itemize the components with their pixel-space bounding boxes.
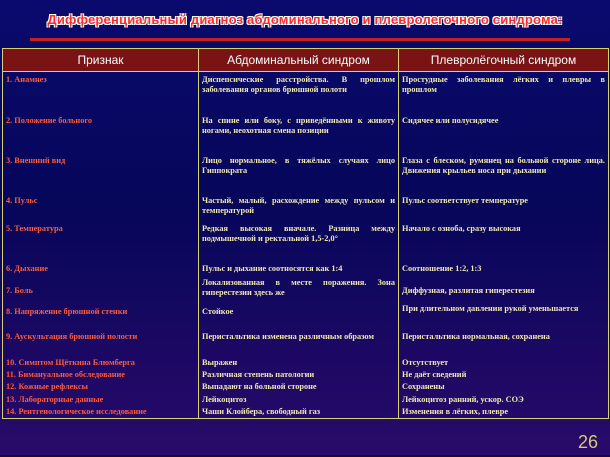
row-pleuro: При длительном давлении рукой уменьшается (399, 301, 609, 329)
row-abdominal: Выпадают на больной стороне (199, 381, 399, 393)
row-abdominal: Выражен (199, 357, 399, 369)
row-sign: 5. Температура (3, 221, 199, 261)
row-abdominal: Локализованная в месте поражения. Зона гиперестезии здесь же (199, 275, 399, 301)
table-header-row (3, 49, 609, 72)
row-pleuro: Отсутствует (399, 357, 609, 369)
row-pleuro: Сохранены (399, 381, 609, 393)
row-abdominal: Чаши Клойбера, свободный газ (199, 406, 399, 419)
row-sign: 14. Рентгенологическое исследование (3, 406, 199, 419)
table-row (3, 221, 609, 261)
row-sign: 11. Бимануальное обследование (3, 369, 199, 381)
header-abdominal: Абдоминальный синдром (199, 49, 399, 72)
row-sign: 4. Пульс (3, 193, 199, 221)
header-sign: Признак (3, 49, 199, 72)
row-abdominal: Различная степень патологии (199, 369, 399, 381)
row-sign: 6. Дыхание (3, 261, 199, 275)
row-sign: 7. Боль (3, 275, 199, 301)
table-row (3, 275, 609, 301)
row-pleuro: Лейкоцитоз ранний, ускор. СОЭ (399, 394, 609, 406)
row-pleuro: Не даёт сведений (399, 369, 609, 381)
diagnosis-table (2, 48, 609, 419)
header-pleuro: Плевролёгочный синдром (399, 49, 609, 72)
table-row (3, 406, 609, 419)
table-row (3, 329, 609, 357)
table-row (3, 261, 609, 275)
row-abdominal: Пульс и дыхание соотносятся как 1:4 (199, 261, 399, 275)
row-sign: 8. Напряжение брюшной стенки (3, 301, 199, 329)
table-row (3, 153, 609, 193)
title-underline (30, 38, 570, 41)
table-row (3, 394, 609, 406)
row-pleuro: Простудные заболевания лёгких и плевры в прошлом (399, 72, 609, 113)
row-pleuro: Сидячее или полусидячее (399, 113, 609, 153)
table-row (3, 381, 609, 393)
row-abdominal: Лицо нормальное, в тяжёлых случаях лицо Гиппократа (199, 153, 399, 193)
row-pleuro: Начало с озноба, сразу высокая (399, 221, 609, 261)
table-row (3, 113, 609, 153)
row-abdominal: Диспепсические расстройства. В прошлом заболевания органов брюшной полоти (199, 72, 399, 113)
row-sign: 2. Положение больного (3, 113, 199, 153)
row-abdominal: Стойкое (199, 301, 399, 329)
row-sign: 13. Лабораторные данные (3, 394, 199, 406)
row-pleuro: Пульс соответствует температуре (399, 193, 609, 221)
row-pleuro: Перистальтика нормальная, сохранена (399, 329, 609, 357)
table-row (3, 301, 609, 329)
table-row (3, 357, 609, 369)
row-pleuro: Изменения в лёгких, плевре (399, 406, 609, 419)
row-pleuro: Глаза с блеском, румянец на больной стороне лица. Движения крыльев носа при дыхании (399, 153, 609, 193)
row-sign: 10. Симптом Щёткина Блюмберга (3, 357, 199, 369)
table-row (3, 369, 609, 381)
row-sign: 1. Анамнез (3, 72, 199, 113)
row-abdominal: Редкая высокая вначале. Разница между подмышечной и ректальной 1,5-2,0° (199, 221, 399, 261)
row-pleuro: Диффузная, разлитая гиперестезия (399, 275, 609, 301)
row-abdominal: На спине или боку, с приведёнными к животу ногами, неохотная смена позиции (199, 113, 399, 153)
row-abdominal: Частый, малый, расхождение между пульсом и температурой (199, 193, 399, 221)
row-sign: 9. Аускультация брюшной полости (3, 329, 199, 357)
slide-title: Дифференциальный диагноз абдоминального и плевролегочного синдрома: (47, 12, 563, 27)
row-sign: 12. Кожные рефлексы (3, 381, 199, 393)
row-abdominal: Перистальтика изменена различным образом (199, 329, 399, 357)
page-number: 26 (577, 432, 598, 452)
row-sign: 3. Внешний вид (3, 153, 199, 193)
row-abdominal: Лейкоцитоз (199, 394, 399, 406)
table-row (3, 193, 609, 221)
table-row (3, 72, 609, 113)
row-pleuro: Соотношение 1:2, 1:3 (399, 261, 609, 275)
